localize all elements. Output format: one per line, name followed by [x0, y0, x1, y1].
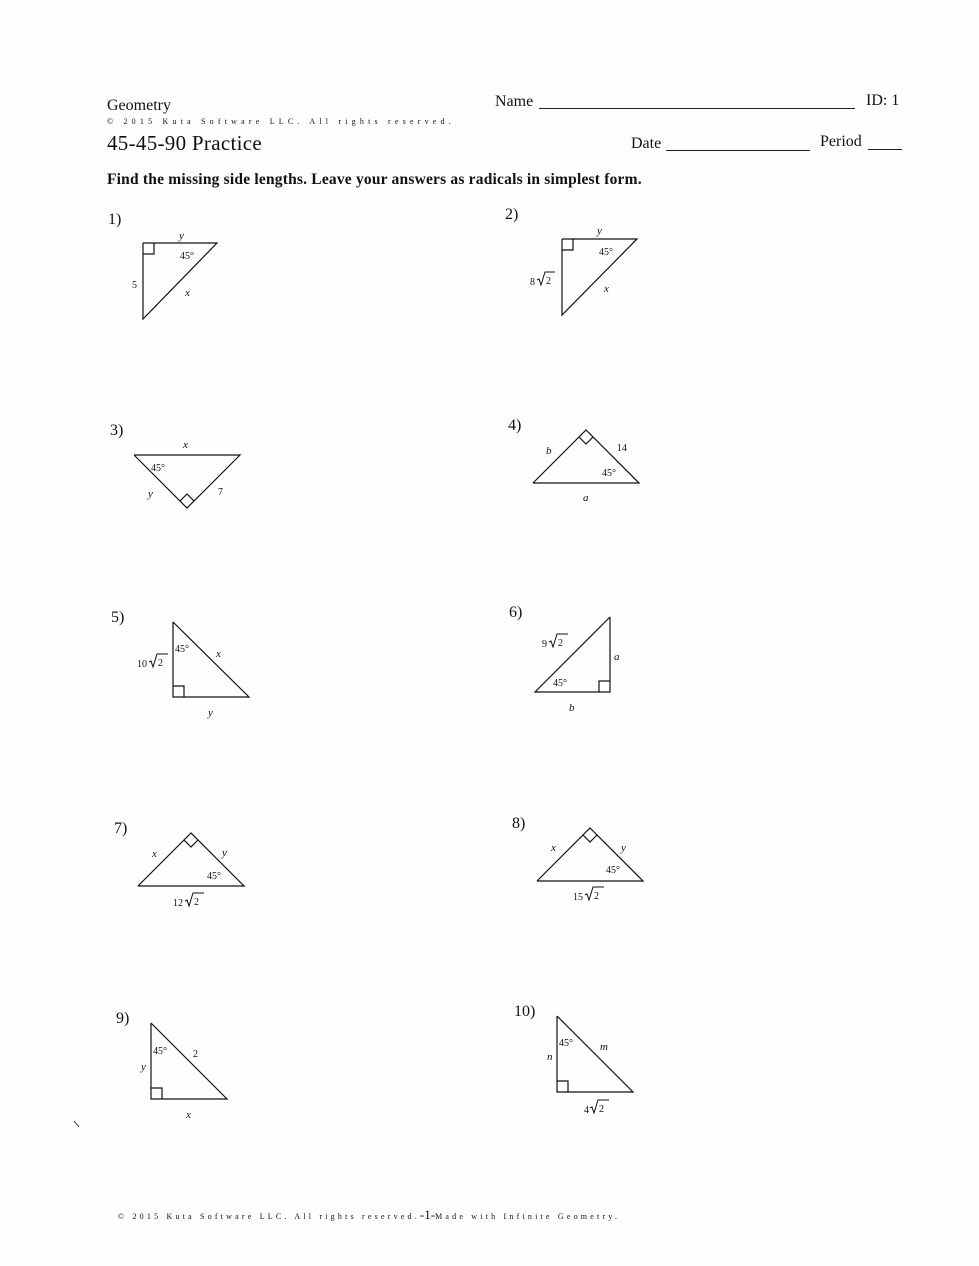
tri6-label-root: 2 [558, 638, 563, 649]
triangle-7 [138, 833, 244, 909]
tri6-label-9: 9 [542, 639, 547, 650]
footer-made-with: Made with Infinite Geometry. [435, 1212, 621, 1221]
tri7-label-y: y [222, 847, 227, 859]
problem-5-number: 5) [111, 609, 125, 626]
tri1-label-x: x [185, 287, 190, 299]
subject-label: Geometry [107, 97, 171, 114]
problem-3-number: 3) [110, 422, 124, 439]
tri4-label-b: b [546, 445, 552, 457]
problem-10-number: 10) [514, 1003, 536, 1020]
copyright-top: © 2015 Kuta Software LLC. All rights reserved. [107, 117, 455, 126]
problem-7-number: 7) [114, 820, 128, 837]
problem-2-number: 2) [505, 206, 519, 223]
triangle-3 [134, 439, 240, 508]
tri3-angle: 45° [151, 463, 165, 474]
tri1-label-y: y [179, 230, 184, 242]
footer-copyright: © 2015 Kuta Software LLC. All rights reserved. [118, 1212, 420, 1221]
tri10-angle: 45° [559, 1038, 573, 1049]
tri2-label-y: y [597, 225, 602, 237]
tri2-label-root: 2 [546, 276, 551, 287]
triangle-2 [530, 225, 637, 315]
tri1-angle: 45° [180, 251, 194, 262]
tri4-label-a: a [583, 492, 589, 504]
tri5-label-root: 2 [158, 658, 163, 669]
footer [118, 1207, 620, 1223]
tri3-label-y: y [148, 488, 153, 500]
triangle-1 [132, 230, 217, 319]
tri10-label-m: m [600, 1041, 608, 1053]
tri7-label-root: 2 [194, 897, 199, 908]
tri5-label-y: y [208, 707, 213, 719]
worksheet-title: 45-45-90 Practice [107, 131, 262, 155]
tri8-angle: 45° [606, 865, 620, 876]
triangle-10 [547, 1016, 633, 1116]
name-label: Name [495, 93, 534, 110]
id-label: ID: 1 [866, 92, 900, 109]
tri5-label-x: x [216, 648, 221, 660]
tri8-label-x: x [551, 842, 556, 854]
problem-4-number: 4) [508, 417, 522, 434]
tri8-label-root: 2 [594, 891, 599, 902]
triangle-5 [137, 622, 249, 719]
tri9-label-x: x [186, 1109, 191, 1121]
tri10-label-4: 4 [584, 1105, 589, 1116]
tri4-label-14: 14 [617, 443, 627, 454]
triangle-8 [537, 828, 643, 903]
tri4-angle: 45° [602, 468, 616, 479]
tri10-label-root: 2 [599, 1104, 604, 1115]
tri6-label-b: b [569, 702, 575, 714]
tri2-angle: 45° [599, 247, 613, 258]
instructions: Find the missing side lengths. Leave your answers as radicals in simplest form. [107, 171, 642, 188]
triangle-9 [140, 1023, 227, 1121]
period-label: Period [820, 133, 862, 150]
tri9-label-2: 2 [193, 1049, 198, 1060]
triangle-4 [533, 430, 639, 504]
page-number: -1- [419, 1207, 436, 1222]
stray-mark [74, 1121, 79, 1127]
tri6-label-a: a [614, 651, 620, 663]
tri6-angle: 45° [553, 678, 567, 689]
tri2-label-x: x [604, 283, 609, 295]
tri3-label-7: 7 [218, 487, 223, 498]
tri9-label-y: y [141, 1061, 146, 1073]
tri5-angle: 45° [175, 644, 189, 655]
tri3-label-x: x [183, 439, 188, 451]
tri7-label-12: 12 [173, 898, 183, 909]
tri10-label-n: n [547, 1051, 553, 1063]
problem-8-number: 8) [512, 815, 526, 832]
tri8-label-15: 15 [573, 892, 583, 903]
triangle-6 [535, 617, 620, 714]
date-label: Date [631, 135, 662, 152]
problem-9-number: 9) [116, 1010, 130, 1027]
tri7-label-x: x [152, 848, 157, 860]
tri7-angle: 45° [207, 871, 221, 882]
tri5-label-10: 10 [137, 659, 147, 670]
problem-1-number: 1) [108, 211, 122, 228]
problem-6-number: 6) [509, 604, 523, 621]
tri8-label-y: y [621, 842, 626, 854]
tri1-label-5: 5 [132, 280, 137, 291]
tri9-angle: 45° [153, 1046, 167, 1057]
tri2-label-8: 8 [530, 277, 535, 288]
